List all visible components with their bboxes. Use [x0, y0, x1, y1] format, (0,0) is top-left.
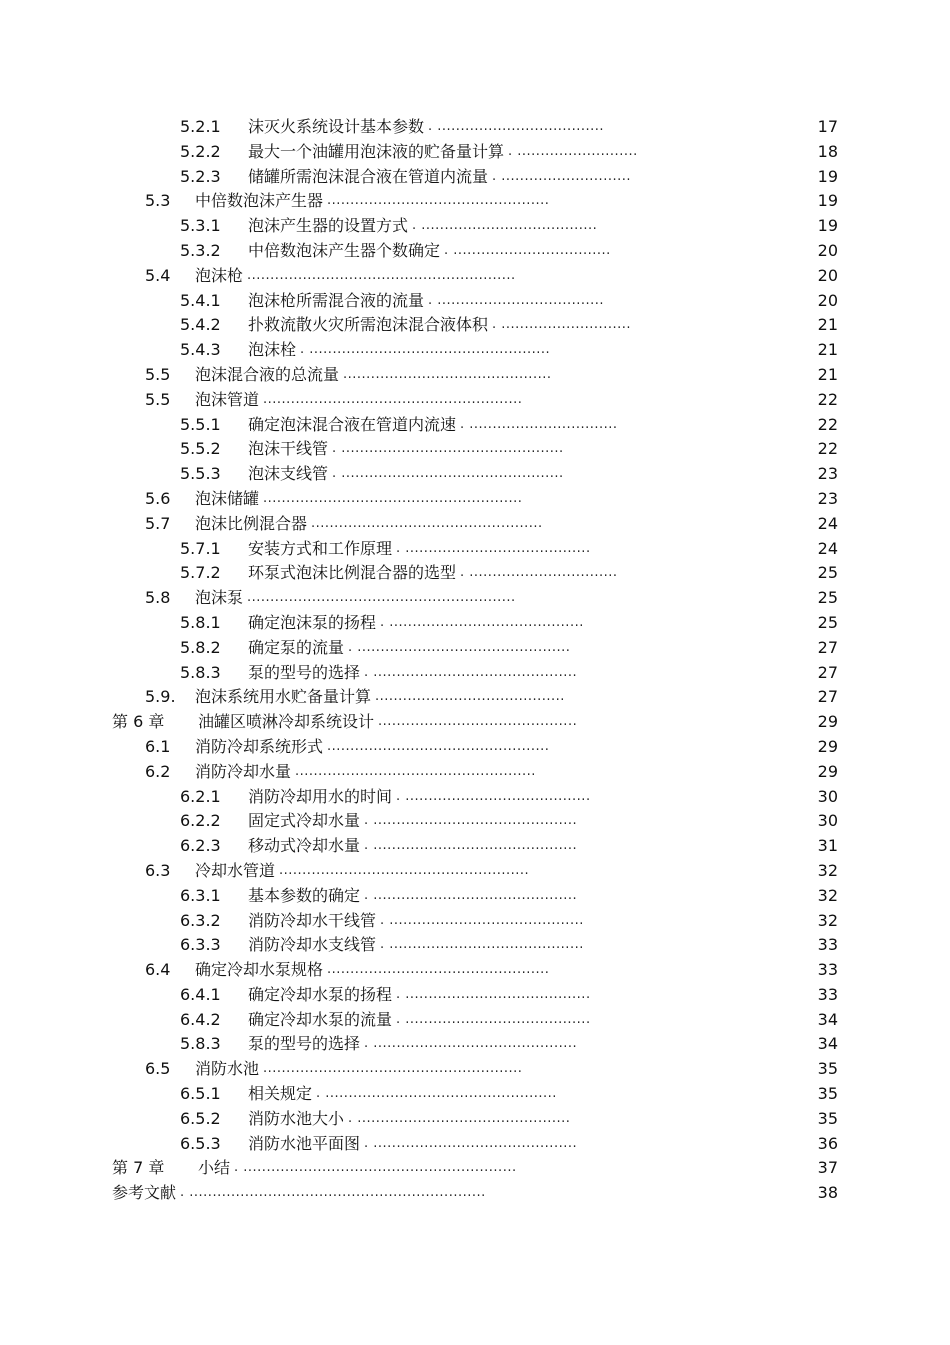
toc-entry-number: 5.5.3	[180, 464, 221, 484]
toc-entry[interactable]	[0, 933, 950, 958]
toc-leader-dots: . ...........................................................	[234, 1160, 517, 1176]
toc-entry-number: 5.3.1	[180, 216, 221, 236]
toc-leader-dots: ................................................	[327, 962, 550, 978]
toc-entry-number: 6.3	[145, 860, 171, 880]
toc-entry-title: 安装方式和工作原理	[248, 538, 393, 558]
toc-leader-dots: . ..........................	[508, 143, 638, 159]
toc-entry[interactable]	[0, 165, 950, 190]
toc-entry[interactable]	[0, 1082, 950, 1107]
toc-entry-page: 19	[817, 191, 838, 211]
toc-entry[interactable]	[0, 189, 950, 214]
toc-entry-title: 储罐所需泡沫混合液在管道内流量	[248, 166, 489, 186]
toc-entry-number: 5.5	[145, 389, 171, 409]
toc-entry-number: 6.2.2	[180, 811, 221, 831]
toc-entry-title: 泡沫储罐	[195, 488, 260, 508]
toc-leader-dots: . ................................................	[332, 466, 564, 482]
toc-entry-page: 21	[817, 364, 838, 384]
toc-entry-number: 6.3.3	[180, 935, 221, 955]
toc-entry[interactable]	[0, 239, 950, 264]
toc-entry-title: 消防水池	[195, 1059, 260, 1079]
toc-entry[interactable]	[0, 760, 950, 785]
toc-entry-page: 29	[817, 761, 838, 781]
toc-entry[interactable]	[0, 487, 950, 512]
toc-entry-title: 沫灭火系统设计基本参数	[248, 117, 425, 136]
toc-entry[interactable]	[0, 785, 950, 810]
toc-entry[interactable]	[0, 214, 950, 239]
toc-entry-title: 泡沫产生器的设置方式	[248, 216, 409, 236]
toc-entry-title: 消防水池平面图	[248, 1133, 361, 1153]
toc-entry-number: 5.3.2	[180, 240, 221, 260]
toc-entry-number: 5.5	[145, 364, 171, 384]
toc-entry-title: 消防冷却水量	[195, 761, 292, 781]
toc-entry-page: 30	[817, 786, 838, 806]
toc-leader-dots: . ..........................................	[380, 912, 584, 928]
toc-entry-number: 6.4	[145, 960, 171, 980]
table-of-contents	[0, 115, 950, 1206]
toc-leader-dots: ........................................................	[263, 391, 523, 407]
toc-entry-page: 29	[817, 712, 838, 732]
toc-entry-number: 5.4	[145, 265, 171, 285]
toc-entry-title: 泡沫枪	[195, 265, 244, 285]
toc-entry-title: 消防冷却水干线管	[248, 910, 377, 930]
toc-entry-title: 泡沫管道	[195, 389, 260, 409]
toc-entry-page: 33	[817, 984, 838, 1004]
toc-entry-title: 泵的型号的选择	[248, 1034, 361, 1054]
toc-entry[interactable]	[0, 611, 950, 636]
toc-entry-number: 5.9.	[145, 687, 176, 707]
toc-entry-page: 33	[817, 935, 838, 955]
toc-leader-dots: . ........................................	[396, 540, 591, 556]
toc-entry-page: 21	[817, 315, 838, 335]
toc-entry-page: 35	[817, 1084, 838, 1104]
toc-entry-page: 25	[817, 612, 838, 632]
toc-entry[interactable]	[0, 1181, 950, 1206]
toc-leader-dots: . ................................................................	[180, 1185, 486, 1201]
toc-entry[interactable]	[0, 140, 950, 165]
toc-entry-title: 环泵式泡沫比例混合器的选型	[248, 563, 457, 583]
toc-entry-page: 25	[817, 563, 838, 583]
toc-entry-title: 油罐区喷淋冷却系统设计	[198, 712, 375, 732]
toc-entry-number: 6.2.3	[180, 836, 221, 856]
toc-entry-page: 23	[817, 464, 838, 484]
toc-entry[interactable]	[0, 1008, 950, 1033]
toc-entry-number: 6.2	[145, 761, 171, 781]
toc-entry-number: 6.2.1	[180, 786, 221, 806]
toc-leader-dots: . ................................	[460, 416, 618, 432]
toc-entry-title: 泡沫系统用水贮备量计算	[195, 687, 372, 707]
toc-entry-page: 22	[817, 414, 838, 434]
toc-entry-title: 泡沫混合液的总流量	[195, 364, 340, 384]
toc-entry-title: 小结	[198, 1158, 231, 1178]
toc-entry-page: 17	[817, 117, 838, 136]
toc-entry-number: 5.2.1	[180, 117, 221, 136]
toc-entry-number: 5.7.1	[180, 538, 221, 558]
toc-leader-dots: . ....................................	[428, 119, 605, 134]
toc-entry[interactable]	[0, 710, 950, 735]
toc-leader-dots: ................................................	[327, 738, 550, 754]
toc-entry-page: 19	[817, 216, 838, 236]
toc-entry-page: 34	[817, 1034, 838, 1054]
toc-leader-dots: . ............................	[492, 317, 631, 333]
toc-entry-number: 5.3	[145, 191, 171, 211]
toc-entry-title: 确定泡沫混合液在管道内流速	[248, 414, 457, 434]
toc-entry-title: 确定泡沫泵的扬程	[248, 612, 377, 632]
toc-entry[interactable]	[0, 338, 950, 363]
toc-entry-title: 中倍数泡沫产生器	[195, 191, 324, 211]
toc-leader-dots: . ........................................	[396, 1011, 591, 1027]
toc-entry-number: 5.5.1	[180, 414, 221, 434]
toc-entry-page: 21	[817, 340, 838, 360]
toc-entry[interactable]	[0, 537, 950, 562]
toc-entry[interactable]	[0, 685, 950, 710]
toc-leader-dots: .............................................	[343, 366, 552, 382]
toc-entry-number: 5.7	[145, 513, 171, 533]
toc-entry-title: 消防水池大小	[248, 1108, 345, 1128]
toc-entry[interactable]	[0, 909, 950, 934]
toc-entry-title: 确定冷却水泵的流量	[248, 1009, 393, 1029]
toc-leader-dots: . ................................................	[332, 441, 564, 457]
toc-leader-dots: ........................................................	[263, 490, 523, 506]
toc-entry-page: 18	[817, 141, 838, 161]
toc-entry[interactable]	[0, 958, 950, 983]
toc-entry-number: 5.7.2	[180, 563, 221, 583]
toc-entry-number: 5.2.3	[180, 166, 221, 186]
toc-entry-page: 32	[817, 885, 838, 905]
toc-entry-page: 31	[817, 836, 838, 856]
toc-entry[interactable]	[0, 289, 950, 314]
toc-entry-page: 24	[817, 538, 838, 558]
toc-leader-dots: . ........................................	[396, 788, 591, 804]
toc-entry-page: 38	[817, 1183, 838, 1203]
toc-entry-number: 6.5.3	[180, 1133, 221, 1153]
toc-entry-title: 扑救流散火灾所需泡沫混合液体积	[248, 315, 489, 335]
toc-leader-dots: . ....................................................	[300, 342, 551, 358]
toc-entry-number: 5.4.2	[180, 315, 221, 335]
toc-entry-number: 6.5.1	[180, 1084, 221, 1104]
toc-entry[interactable]	[0, 884, 950, 909]
toc-entry-page: 30	[817, 811, 838, 831]
toc-entry-number: 第 7 章	[112, 1158, 165, 1178]
toc-entry[interactable]	[0, 264, 950, 289]
toc-entry-number: 6.1	[145, 736, 171, 756]
toc-entry-title: 参考文献	[112, 1183, 177, 1203]
toc-entry[interactable]	[0, 313, 950, 338]
toc-leader-dots: . ..............................................	[348, 1110, 571, 1126]
toc-entry-title: 中倍数泡沫产生器个数确定	[248, 240, 441, 260]
toc-entry-title: 消防冷却系统形式	[195, 736, 324, 756]
toc-leader-dots: . ..........................................	[380, 937, 584, 953]
toc-entry-title: 固定式冷却水量	[248, 811, 361, 831]
toc-entry-number: 6.4.2	[180, 1009, 221, 1029]
toc-entry-title: 泡沫支线管	[248, 464, 329, 484]
toc-entry[interactable]	[0, 115, 950, 140]
toc-entry-title: 确定泵的流量	[248, 637, 345, 657]
toc-leader-dots: ..........................................................	[247, 590, 516, 606]
toc-leader-dots: ........................................................	[263, 1061, 523, 1077]
toc-entry-page: 25	[817, 588, 838, 608]
toc-entry[interactable]	[0, 983, 950, 1008]
toc-entry-title: 相关规定	[248, 1084, 313, 1104]
toc-entry-title: 消防冷却用水的时间	[248, 786, 393, 806]
toc-entry-title: 泡沫干线管	[248, 439, 329, 459]
toc-leader-dots: . ..............................................	[348, 639, 571, 655]
toc-entry-number: 6.5	[145, 1059, 171, 1079]
toc-leader-dots: . ..................................	[444, 242, 611, 258]
toc-entry-page: 35	[817, 1059, 838, 1079]
toc-entry-title: 移动式冷却水量	[248, 836, 361, 856]
toc-entry-number: 5.6	[145, 488, 171, 508]
toc-entry-number: 5.4.1	[180, 290, 221, 310]
toc-entry-title: 最大一个油罐用泡沫液的贮备量计算	[248, 141, 505, 161]
toc-leader-dots: . ................................	[460, 565, 618, 581]
toc-leader-dots: . ............................................	[364, 1036, 578, 1052]
toc-entry-number: 5.8.3	[180, 1034, 221, 1054]
toc-leader-dots: ..........................................................	[247, 267, 516, 283]
toc-entry-title: 泡沫枪所需混合液的流量	[248, 290, 425, 310]
toc-entry-page: 27	[817, 637, 838, 657]
toc-entry-page: 33	[817, 960, 838, 980]
toc-entry-title: 泡沫栓	[248, 340, 297, 360]
toc-entry[interactable]	[0, 636, 950, 661]
toc-leader-dots: . ......................................	[412, 218, 598, 234]
toc-entry[interactable]	[0, 809, 950, 834]
toc-entry-number: 6.4.1	[180, 984, 221, 1004]
toc-leader-dots: . ........................................	[396, 986, 591, 1002]
toc-entry-page: 36	[817, 1133, 838, 1153]
toc-entry-title: 基本参数的确定	[248, 885, 361, 905]
toc-entry-page: 20	[817, 290, 838, 310]
toc-entry-number: 6.3.2	[180, 910, 221, 930]
toc-entry-number: 5.5.2	[180, 439, 221, 459]
toc-entry[interactable]	[0, 413, 950, 438]
toc-entry[interactable]	[0, 512, 950, 537]
toc-leader-dots: ................................................	[327, 193, 550, 209]
toc-leader-dots: . ............................	[492, 168, 631, 184]
toc-entry-title: 泡沫泵	[195, 588, 244, 608]
toc-leader-dots: . ............................................	[364, 664, 578, 680]
toc-entry-page: 20	[817, 265, 838, 285]
toc-entry-title: 消防冷却水支线管	[248, 935, 377, 955]
toc-entry-number: 6.3.1	[180, 885, 221, 905]
toc-entry[interactable]	[0, 561, 950, 586]
toc-entry-page: 19	[817, 166, 838, 186]
toc-entry-page: 27	[817, 687, 838, 707]
toc-entry[interactable]	[0, 834, 950, 859]
toc-entry[interactable]	[0, 1107, 950, 1132]
toc-leader-dots: .........................................	[375, 689, 565, 705]
toc-entry-page: 22	[817, 439, 838, 459]
toc-entry-number: 5.8.1	[180, 612, 221, 632]
toc-leader-dots: ..................................................	[311, 515, 543, 531]
toc-leader-dots: . ....................................	[428, 292, 605, 308]
toc-entry-number: 5.8.3	[180, 662, 221, 682]
toc-entry-page: 22	[817, 389, 838, 409]
toc-entry[interactable]	[0, 661, 950, 686]
toc-entry[interactable]	[0, 437, 950, 462]
toc-entry-title: 确定冷却水泵规格	[195, 960, 324, 980]
toc-entry-title: 泵的型号的选择	[248, 662, 361, 682]
toc-leader-dots: . ............................................	[364, 838, 578, 854]
toc-leader-dots: . ............................................	[364, 813, 578, 829]
toc-entry-page: 32	[817, 860, 838, 880]
toc-entry-number: 5.8	[145, 588, 171, 608]
toc-leader-dots: ...........................................	[378, 714, 578, 730]
toc-entry-page: 35	[817, 1108, 838, 1128]
toc-entry-title: 确定冷却水泵的扬程	[248, 984, 393, 1004]
toc-entry-page: 29	[817, 736, 838, 756]
toc-leader-dots: ....................................................	[295, 763, 536, 779]
toc-entry-number: 5.2.2	[180, 141, 221, 161]
toc-entry-page: 24	[817, 513, 838, 533]
toc-entry-page: 23	[817, 488, 838, 508]
toc-leader-dots: . ..................................................	[316, 1086, 557, 1102]
toc-leader-dots: . ............................................	[364, 887, 578, 903]
toc-entry[interactable]	[0, 1132, 950, 1157]
toc-leader-dots: . ..........................................	[380, 614, 584, 630]
toc-entry[interactable]	[0, 388, 950, 413]
toc-entry-page: 27	[817, 662, 838, 682]
toc-leader-dots: ......................................................	[279, 862, 530, 878]
toc-entry[interactable]	[0, 1156, 950, 1181]
toc-entry[interactable]	[0, 586, 950, 611]
toc-entry-page: 37	[817, 1158, 838, 1178]
toc-entry[interactable]	[0, 1057, 950, 1082]
toc-entry-title: 冷却水管道	[195, 860, 276, 880]
toc-entry[interactable]	[0, 363, 950, 388]
toc-entry-page: 20	[817, 240, 838, 260]
toc-entry-number: 5.8.2	[180, 637, 221, 657]
toc-entry-number: 5.4.3	[180, 340, 221, 360]
toc-leader-dots: . ............................................	[364, 1135, 578, 1151]
toc-entry-number: 6.5.2	[180, 1108, 221, 1128]
toc-entry[interactable]	[0, 735, 950, 760]
toc-entry-number: 第 6 章	[112, 712, 165, 732]
toc-entry[interactable]	[0, 462, 950, 487]
toc-entry-title: 泡沫比例混合器	[195, 513, 308, 533]
toc-entry[interactable]	[0, 859, 950, 884]
toc-entry[interactable]	[0, 1032, 950, 1057]
toc-entry-page: 32	[817, 910, 838, 930]
toc-entry-page: 34	[817, 1009, 838, 1029]
